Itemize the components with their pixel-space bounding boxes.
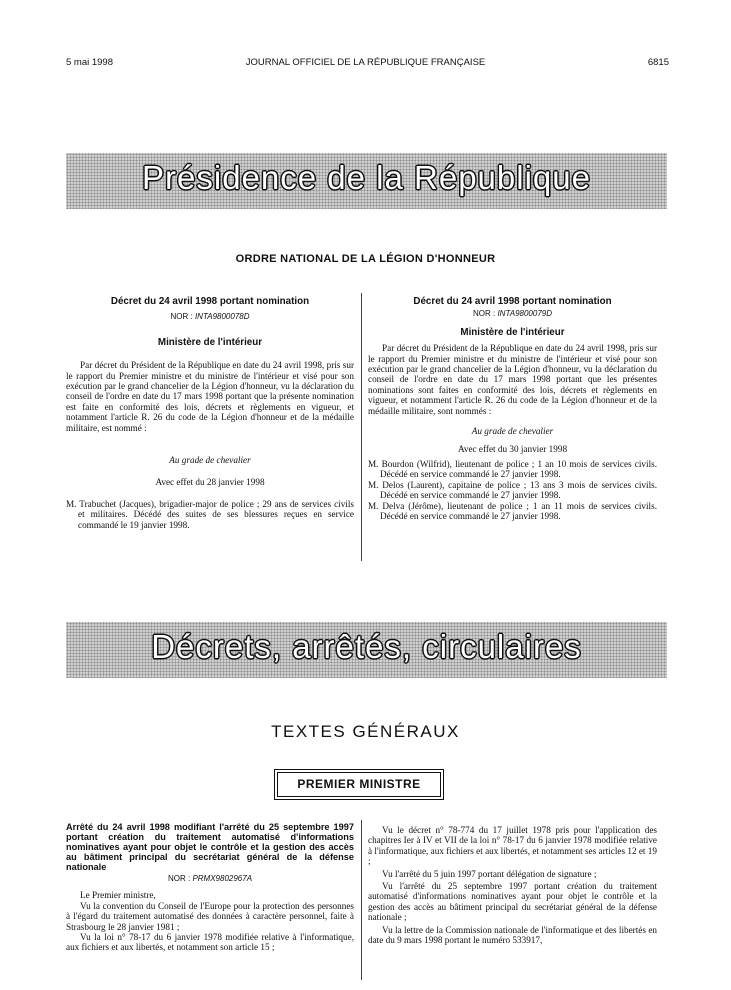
left-decree-grade: Au grade de chevalier — [169, 455, 251, 466]
header-date: 5 mai 1998 — [66, 57, 114, 68]
right-decree-entry-2: M. Delos (Laurent), capitaine de police ; 13 ans 3 mois de services civils. Décédé en service commandé le 27 janvier 1998. — [368, 479, 657, 501]
left-decree-ministry: Ministère de l'intérieur — [157, 336, 263, 348]
right-decree-grade: Au grade de chevalier — [471, 426, 554, 437]
column-divider — [361, 293, 362, 561]
banner-presidence-text: Présidence de la République — [142, 159, 591, 196]
right-decree-title: Décret du 24 avril 1998 portant nomination — [413, 296, 612, 307]
arrete-right-paragraph: Vu l'arrêté du 5 juin 1997 portant délégation de signature ; — [382, 868, 597, 879]
arrete-right-paragraph: Vu la lettre de la Commission nationale de l'informatique et des libertés en date du 9 mars 1998 portant le numéro 533917, — [368, 924, 657, 946]
banner-presidence — [66, 153, 667, 209]
right-decree-nor — [368, 309, 657, 319]
left-decree-entry: M. Trabuchet (Jacques), brigadier-major de police ; 29 ans de services civils et militaires. Décédé des suites de ses blessures reçues en service commandé le 19 janvier 1998. — [66, 498, 354, 530]
arrete-right-paragraph: Vu le décret n° 78-774 du 17 juillet 1978 pris pour l'application des chapitres Ier à IV et VII de la loi n° 78-17 du 6 janvier 1978 modifiée relative à l'informatique, aux fichiers et aux libertés, et notamment ses articles 12 et 19 ; — [368, 825, 657, 867]
nor-code: INTA9800078D — [194, 312, 250, 322]
nor-label: NOR : — [170, 312, 193, 322]
arrete-left-column — [66, 822, 354, 953]
right-decree-body: Par décret du Président de la République en date du 24 avril 1998, pris sur le rapport du Premier ministre et du ministre de l'intérieur et visé pour son exécution par le grand chancelier de la Légion d'honneur, vu la déclaration du conseil de l'ordre en date du 17 mars 1998 portant que les présentes nominations sont faites en conformité des lois, décrets et règlements en vigueur, et notamment l'article R. 26 du code de la Légion d'honneur et de la médaille militaire, sont nommés : — [368, 343, 657, 416]
header-page-number: 6815 — [647, 57, 669, 68]
header-journal-title: JOURNAL OFFICIEL DE LA RÉPUBLIQUE FRANÇAISE — [245, 57, 486, 68]
arrete-right-paragraph: Vu l'arrêté du 25 septembre 1997 portant création du traitement automatisé d'informations nominatives ayant pour objet le contrôle et la gestion des accès au bâtiment principal du secrétariat général de la défense nationale ; — [368, 881, 657, 923]
nor-label: NOR : — [472, 309, 496, 319]
left-decree — [66, 297, 354, 530]
banner-decrets-text: Décrets, arrêtés, circulaires — [151, 628, 582, 665]
arrete-title: Arrêté du 24 avril 1998 modifiant l'arrêté du 25 septembre 1997 portant création du traitement automatisé d'informations nominatives ayant pour objet le contrôle et la gestion des accès au bâtiment principal du secrétariat général de la défense nationale — [66, 822, 354, 872]
right-decree-entry-1: M. Bourdon (Wilfrid), lieutenant de police ; 1 an 10 mois de services civils. Décédé en service commandé le 27 janvier 1998. — [368, 458, 657, 480]
arrete-left-paragraph: Le Premier ministre, — [80, 890, 156, 901]
right-decree-entry-3: M. Delva (Jérôme), lieutenant de police ; 1 an 11 mois de services civils. Décédé en service commandé le 27 janvier 1998. — [368, 500, 657, 521]
textes-generaux-heading: TEXTES GÉNÉRAUX — [271, 722, 460, 741]
arrete-left-paragraph: Vu la convention du Conseil de l'Europe pour la protection des personnes à l'égard du traitement automatisé des données à caractère personnel, faite à Strasbourg le 28 janvier 1981 ; — [66, 900, 354, 932]
left-decree-nor — [66, 312, 354, 322]
right-decree-effect: Avec effet du 30 janvier 1998 — [457, 444, 568, 455]
premier-ministre-box: PREMIER MINISTRE — [277, 772, 441, 797]
arrete-left-paragraph: Vu la loi n° 78-17 du 6 janvier 1978 modifiée relative à l'informatique, aux fichiers et aux libertés, et notamment son article 15 ; — [66, 932, 354, 953]
nor-label: NOR : — [167, 874, 191, 883]
nor-code: PRMX9802967A — [192, 874, 253, 883]
right-decree — [368, 297, 657, 521]
right-decree-ministry: Ministère de l'intérieur — [460, 326, 565, 338]
left-decree-body: Par décret du Président de la République en date du 24 avril 1998, pris sur le rapport du Premier ministre et du ministre de l'intérieur et visé pour son exécution par le grand chancelier de la Légion d'honneur, vu la déclaration du conseil de l'ordre en date du 17 mars 1998 portant que la présente nomination est faite en conformité des lois, décrets et règlements en vigueur, et notamment l'article R. 26 du code de la Légion d'honneur et de la médaille militaire, est nommé : — [66, 360, 354, 433]
banner-decrets — [66, 622, 667, 678]
arrete-right-column — [368, 825, 657, 945]
section-title-legion-honneur: ORDRE NATIONAL DE LA LÉGION D'HONNEUR — [235, 253, 496, 265]
left-decree-title: Décret du 24 avril 1998 portant nomination — [110, 296, 310, 307]
column-divider — [361, 820, 362, 980]
nor-code: INTA9800079D — [497, 309, 553, 319]
arrete-nor — [66, 874, 354, 884]
left-decree-effect: Avec effet du 28 janvier 1998 — [155, 477, 265, 488]
